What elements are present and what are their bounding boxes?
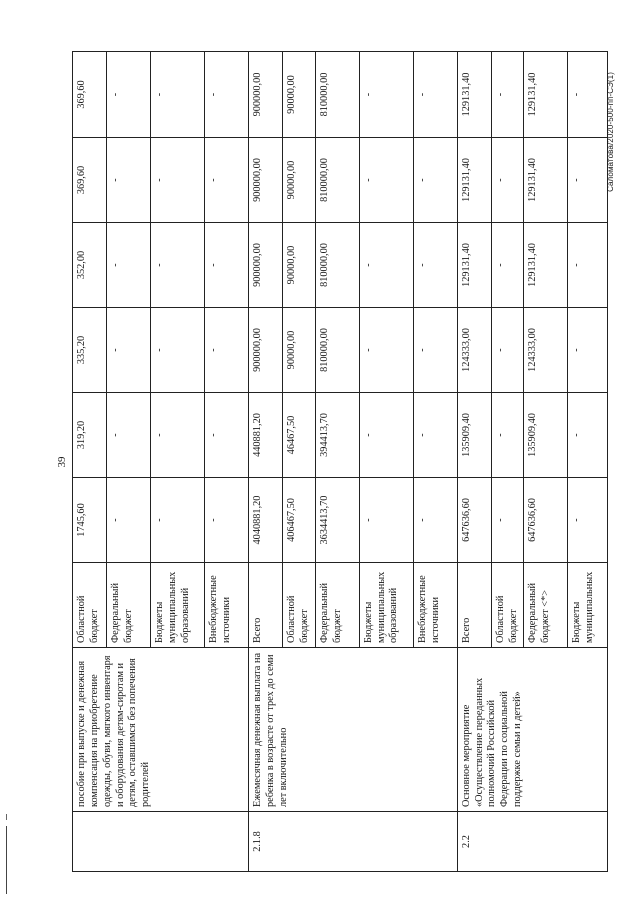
funding-source: Бюджеты муниципальных образований [359,563,413,648]
value-year-3: 90000,00 [283,223,316,308]
rotated-page [24,52,614,872]
value-year-1: 319,20 [73,393,107,478]
value-year-2: 900000,00 [249,308,283,393]
value-year-1: - [107,393,151,478]
funding-source: Областной бюджет [283,563,316,648]
value-year-3: - [107,223,151,308]
value-year-5: 900000,00 [249,52,283,138]
value-year-1: 135909,40 [524,393,568,478]
value-year-2: - [491,308,524,393]
value-year-2: - [205,308,249,393]
value-year-4: - [359,138,413,223]
funding-source: Федеральный бюджет [107,563,151,648]
funding-source: Областной бюджет [73,563,107,648]
value-year-4: 900000,00 [249,138,283,223]
value-year-4: 369,60 [73,138,107,223]
value-total: 406467,50 [283,478,316,563]
value-year-4: 90000,00 [283,138,316,223]
value-total: - [107,478,151,563]
value-year-3: - [568,223,608,308]
value-year-3: - [151,223,205,308]
value-year-1: - [568,393,608,478]
value-year-3: - [491,223,524,308]
item-number: 2.1.8 [249,812,458,872]
table-row [457,52,491,872]
value-year-1: 46467,50 [283,393,316,478]
funding-source: Федеральный бюджет [315,563,359,648]
value-year-2: - [413,308,457,393]
item-number [73,812,249,872]
item-name: пособие при выпуске и денежная компенсация на приобретение одежды, обуви, мягкого инвентаря и оборудования детям-сиротам и детям, оставшимся без попечения родителей [73,648,249,812]
value-year-3: - [205,223,249,308]
value-year-3: 129131,40 [457,223,491,308]
value-year-2: - [151,308,205,393]
scan-edge-mark [6,814,7,820]
value-year-5: - [568,52,608,138]
scan-edge-mark [6,826,7,894]
funding-source: Бюджеты муниципальных [568,563,608,648]
value-total: 1745,60 [73,478,107,563]
value-year-4: - [151,138,205,223]
value-total: - [491,478,524,563]
value-year-3: 129131,40 [524,223,568,308]
value-year-3: - [413,223,457,308]
value-total: 647636,60 [457,478,491,563]
value-year-2: - [359,308,413,393]
value-total: 647636,60 [524,478,568,563]
value-year-4: - [413,138,457,223]
value-year-2: - [107,308,151,393]
value-year-5: 129131,40 [457,52,491,138]
value-year-5: - [413,52,457,138]
value-year-5: - [205,52,249,138]
funding-source: Бюджеты муниципальных образований [151,563,205,648]
value-year-2: 810000,00 [315,308,359,393]
value-year-1: - [359,393,413,478]
funding-source: Внебюджетные источники [413,563,457,648]
value-year-4: - [107,138,151,223]
funding-source: Всего [457,563,491,648]
value-total: - [359,478,413,563]
funding-source: Всего [249,563,283,648]
value-year-5: - [107,52,151,138]
value-year-5: - [359,52,413,138]
value-year-1: 394413,70 [315,393,359,478]
value-year-1: - [151,393,205,478]
table-row [73,52,107,872]
funding-source: Федеральный бюджет <*> [524,563,568,648]
value-year-4: - [205,138,249,223]
value-year-4: - [568,138,608,223]
item-number: 2.2 [457,812,608,872]
value-year-5: 369,60 [73,52,107,138]
item-name: Ежемесячная денежная выплата на ребенка в возрасте от трех до семи лет включительно [249,648,458,812]
value-year-5: 90000,00 [283,52,316,138]
value-year-2: - [568,308,608,393]
value-total: - [413,478,457,563]
value-year-1: - [413,393,457,478]
budget-table [72,51,608,872]
value-year-2: 90000,00 [283,308,316,393]
value-year-5: - [491,52,524,138]
value-year-4: 810000,00 [315,138,359,223]
value-year-2: 124333,00 [457,308,491,393]
item-name: Основное мероприятие «Осуществление переданных полномочий Российской Федерации по социальной поддержке семьи и детей» [457,648,608,812]
value-year-1: 135909,40 [457,393,491,478]
value-year-1: 440881,20 [249,393,283,478]
funding-source: Областной бюджет [491,563,524,648]
table-row [249,52,283,872]
value-year-5: 810000,00 [315,52,359,138]
value-year-3: 900000,00 [249,223,283,308]
value-year-3: 810000,00 [315,223,359,308]
value-year-4: 129131,40 [524,138,568,223]
document-code: Cаломатова/2020-500-пп-СЭ(1) [606,72,615,192]
value-year-3: 352,00 [73,223,107,308]
value-total: - [205,478,249,563]
value-year-1: - [205,393,249,478]
value-year-4: 129131,40 [457,138,491,223]
value-year-3: - [359,223,413,308]
value-year-2: 335,20 [73,308,107,393]
value-total: 4040881,20 [249,478,283,563]
funding-source: Внебюджетные источники [205,563,249,648]
value-year-4: - [491,138,524,223]
value-total: - [151,478,205,563]
value-total: - [568,478,608,563]
value-total: 3634413,70 [315,478,359,563]
page-number: 39 [56,456,68,468]
value-year-5: - [151,52,205,138]
value-year-2: 124333,00 [524,308,568,393]
value-year-1: - [491,393,524,478]
value-year-5: 129131,40 [524,52,568,138]
